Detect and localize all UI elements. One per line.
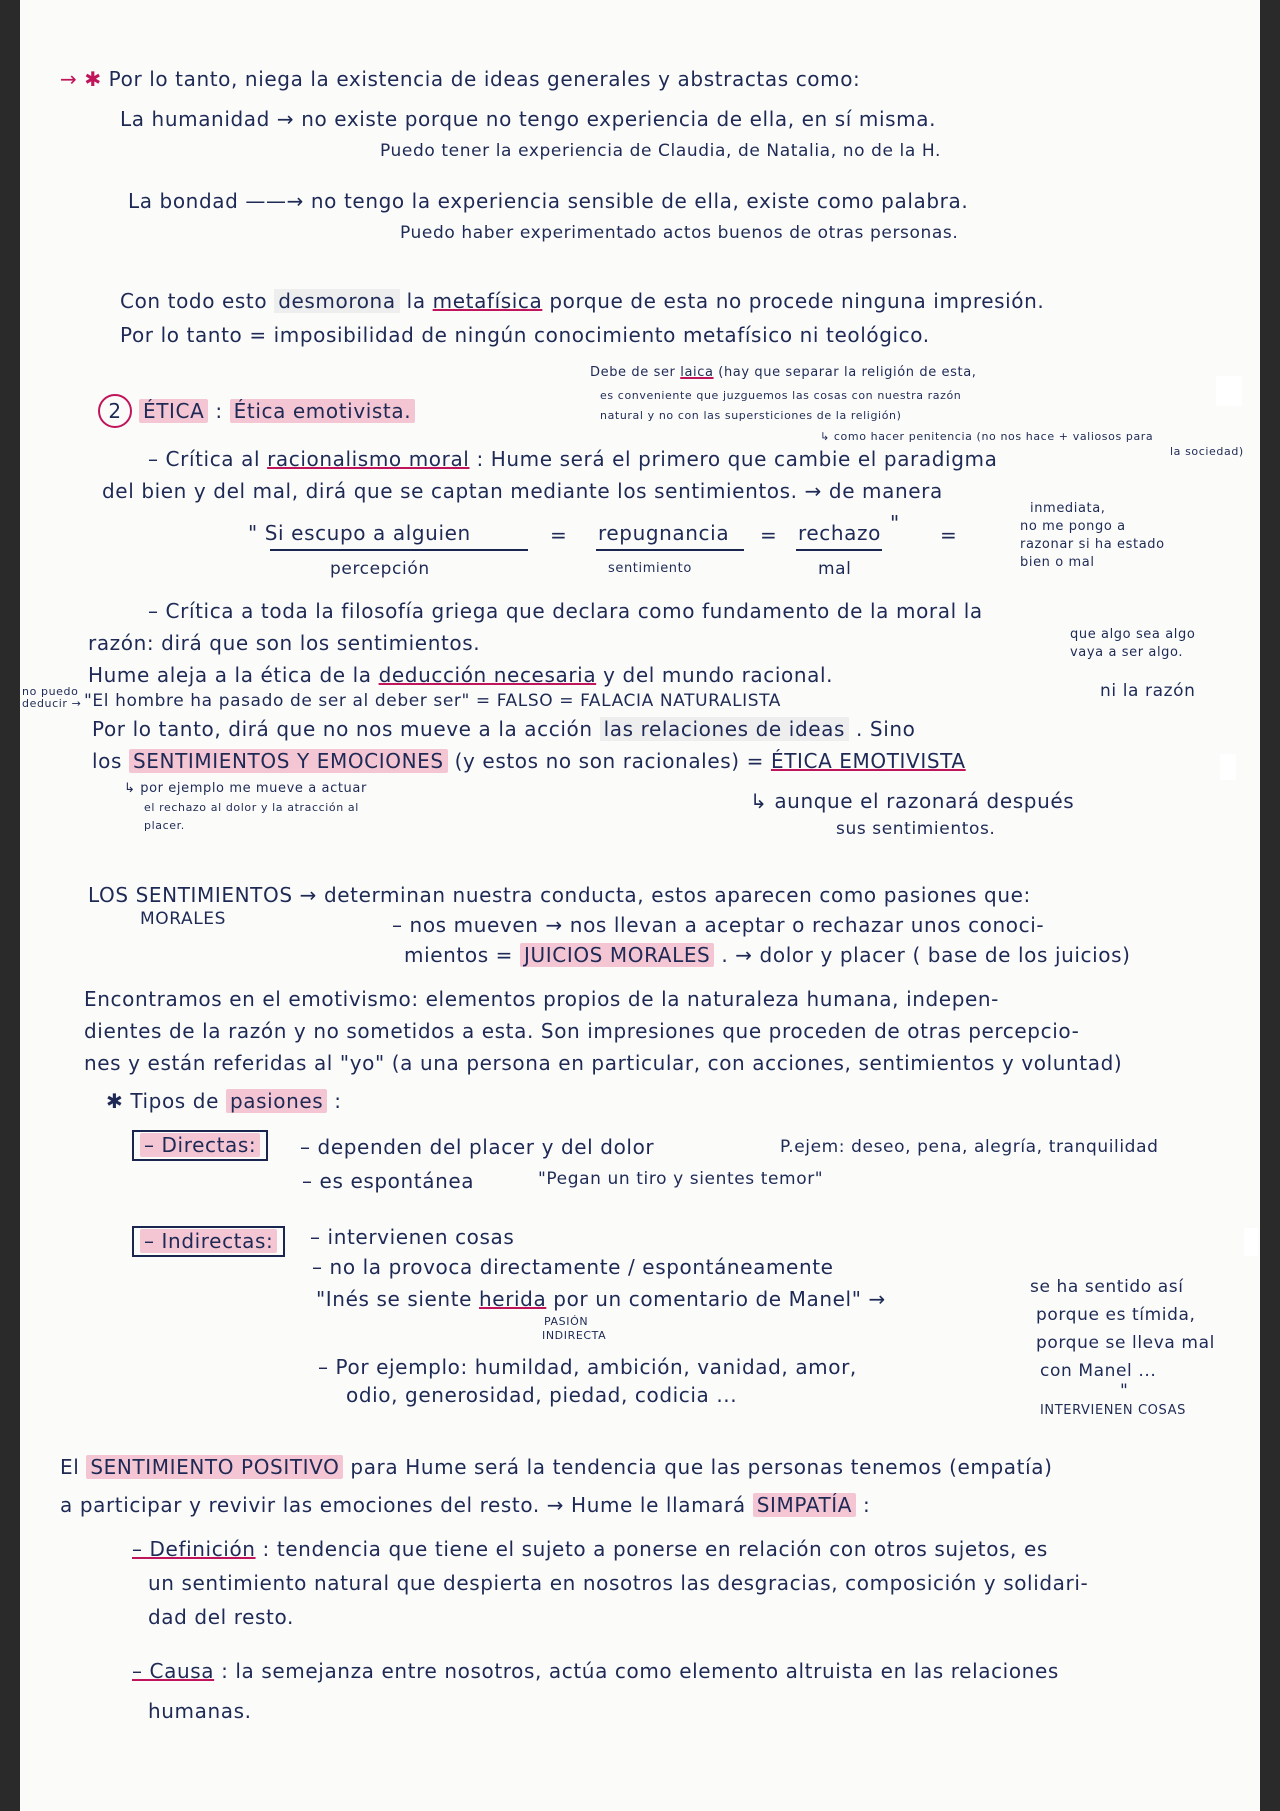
por-lo-tanto-a: Por lo tanto, dirá que no nos mueve a la acción (92, 717, 593, 741)
hume-aleja-line (88, 664, 833, 687)
causa-text: : la semejanza entre nosotros, actúa como elemento altruista en las relaciones (221, 1659, 1059, 1683)
comentario-text: por un comentario de Manel" → (553, 1287, 886, 1311)
etica-emotivista-term: ÉTICA EMOTIVISTA (770, 749, 966, 773)
laica-term: laica (680, 365, 714, 380)
tendencia-text: para Hume será la tendencia que las personas tenemos (empatía) (350, 1455, 1053, 1479)
deduccion-term: deducción necesaria (378, 663, 597, 687)
critica-c: : Hume será el primero que cambie el paradigma (476, 447, 998, 471)
humanidad-example: Puedo tener la experiencia de Claudia, de Natalia, no de la H. (380, 141, 941, 161)
sentimiento-positivo: SENTIMIENTO POSITIVO (86, 1455, 343, 1479)
indirecta-label: INDIRECTA (542, 1329, 607, 1342)
laica-note-4: ↳ como hacer penitencia (no nos hace + valiosos para (820, 430, 1154, 443)
side-inmediata: inmediata, (1030, 501, 1106, 516)
side-con-manel: con Manel ... (1040, 1361, 1157, 1381)
el-word: El (60, 1455, 80, 1479)
definicion-line-2: un sentimiento natural que despierta en nosotros las desgracias, composición y solidari- (148, 1571, 1089, 1595)
nos-mueven-line: – nos mueven → nos llevan a aceptar o rechazar unos conoci- (392, 913, 1045, 937)
side-se-lleva-mal: porque se lleva mal (1036, 1333, 1215, 1353)
ejemplo-mueve: ↳ por ejemplo me mueve a actuar (124, 781, 367, 796)
bien-mal-line: del bien y del mal, dirá que se captan mediante los sentimientos. → de manera (102, 479, 943, 503)
section-2-heading (98, 394, 415, 428)
por-lo-tanto-c: . Sino (856, 717, 916, 741)
paper-mark-2 (1220, 754, 1236, 780)
critica-a: – Crítica al (148, 447, 261, 471)
critica-griega-line: – Crítica a toda la filosofía griega que declara como fundamento de la moral la (148, 599, 983, 623)
ines-text: "Inés se siente (316, 1287, 473, 1311)
bondad-term: La bondad ——→ (128, 189, 304, 213)
falacia-line (84, 692, 781, 712)
indirectas-label: – Indirectas: (140, 1229, 277, 1253)
desmorona-highlight: desmorona (274, 289, 400, 313)
bullet-arrow: → ✱ (60, 67, 102, 91)
etica-emotivista-label: Ética emotivista. (230, 399, 416, 423)
laica-note-5: la sociedad) (1170, 445, 1244, 458)
razonara-despues: ↳ aunque el razonará después (750, 789, 1075, 813)
directas-box (132, 1130, 268, 1161)
sentimientos-morales-label: LOS SENTIMIENTOS → (88, 883, 317, 907)
bondad-line (128, 190, 968, 213)
indirectas-ejemplo-2: odio, generosidad, piedad, codicia ... (346, 1383, 738, 1407)
fraction-bar-3 (796, 549, 882, 551)
razon-line: razón: dirá que son los sentimientos. (88, 631, 481, 655)
laica-note-3: natural y no con las supersticiones de la religión) (600, 409, 902, 422)
sus-sentimientos: sus sentimientos. (836, 819, 996, 839)
quote-eq-1: = (550, 523, 568, 547)
section-number: 2 (98, 394, 132, 428)
label-sentimiento: sentimiento (608, 561, 692, 576)
metafisica-text-c: la (406, 289, 426, 313)
hume-aleja-c: y del mundo racional. (603, 663, 834, 687)
quote-eq-3: = (940, 523, 958, 547)
falacia-naturalista: FALACIA NATURALISTA (580, 691, 782, 711)
relaciones-ideas: las relaciones de ideas (600, 717, 849, 741)
paper-mark-1 (1216, 376, 1242, 406)
directas-2: – es espontánea (302, 1169, 475, 1193)
metafisica-text-a: Con todo esto (120, 289, 268, 313)
pasion-label: PASIÓN (544, 1315, 589, 1328)
opening-text: Por lo tanto, niega la existencia de ideas generales y abstractas como: (108, 67, 861, 91)
falacia-a: "El hombre ha pasado de ser al deber ser" = FALSO = (84, 691, 575, 711)
notebook-page (20, 0, 1260, 1811)
simpatia-term: SIMPATÍA (753, 1493, 856, 1517)
simpatia-line (60, 1494, 870, 1517)
quote-eq-2: = (760, 523, 778, 547)
los-word: los (92, 749, 123, 773)
bondad-text: no tengo la experiencia sensible de ella, existe como palabra. (310, 189, 969, 213)
directas-1: – dependen del placer y del dolor (300, 1135, 655, 1159)
quote-close: " (890, 511, 900, 535)
side-que-algo: que algo sea algo (1070, 627, 1196, 642)
simpatia-colon: : (863, 1493, 871, 1517)
juicios-line (404, 944, 1131, 967)
side-ditto: " (1120, 1381, 1129, 1401)
definicion-line-3: dad del resto. (148, 1605, 294, 1629)
ejemplo-placer: placer. (144, 819, 185, 832)
side-no-puedo: no puedo (22, 685, 79, 698)
sentimiento-positivo-line (60, 1456, 1052, 1479)
directas-2-ejemplo: "Pegan un tiro y sientes temor" (538, 1169, 824, 1189)
indirectas-ejemplo-1: – Por ejemplo: humildad, ambición, vanidad, amor, (318, 1355, 857, 1379)
side-ni-la-razon: ni la razón (1100, 681, 1196, 701)
indirectas-3 (316, 1288, 886, 1311)
pasiones-term: pasiones (226, 1089, 327, 1113)
causa-line-2: humanas. (148, 1699, 252, 1723)
laica-text-c: (hay que separar la religión de esta, (718, 365, 977, 380)
opening-line (60, 68, 860, 91)
tipos-heading (106, 1090, 342, 1113)
por-lo-tanto-line (92, 718, 915, 741)
indirectas-1: – intervienen cosas (310, 1225, 515, 1249)
side-no-me-pongo: no me pongo a (1020, 519, 1126, 534)
directas-label: – Directas: (140, 1133, 260, 1157)
directas-ejemplo: P.ejem: deseo, pena, alegría, tranquilidad (780, 1137, 1159, 1157)
laica-text-a: Debe de ser (590, 365, 676, 380)
bondad-example: Puedo haber experimentado actos buenos de otras personas. (400, 223, 959, 243)
dolor-placer: . → dolor y placer ( base de los juicios) (721, 943, 1131, 967)
side-timida: porque es tímida, (1036, 1305, 1196, 1325)
side-vaya: vaya a ser algo. (1070, 645, 1184, 660)
emotivismo-line-3: nes y están referidas al "yo" (a una persona en particular, con acciones, sentimientos y voluntad) (84, 1051, 1123, 1075)
definicion-text: : tendencia que tiene el sujeto a ponerse en relación con otros sujetos, es (262, 1537, 1048, 1561)
laica-note-1 (590, 366, 977, 381)
definicion-label: – Definición (132, 1537, 256, 1561)
side-se-ha-sentido: se ha sentido así (1030, 1277, 1184, 1297)
quote-repugnancia: repugnancia (598, 521, 730, 545)
laica-note-2: es conveniente que juzguemos las cosas con nuestra razón (600, 389, 962, 402)
causa-label: – Causa (132, 1659, 215, 1683)
side-intervienen-cosas: INTERVIENEN COSAS (1040, 1403, 1186, 1418)
tipos-colon: : (334, 1089, 342, 1113)
mientos-text: mientos = (404, 943, 514, 967)
juicios-morales: JUICIOS MORALES (520, 943, 714, 967)
side-bien-mal: bien o mal (1020, 555, 1095, 570)
quote-escupo: " Si escupo a alguien (248, 521, 471, 545)
emotivismo-line-1: Encontramos en el emotivismo: elementos propios de la naturaleza humana, indepen- (84, 987, 999, 1011)
morales-label: MORALES (140, 909, 227, 929)
indirectas-2: – no la provoca directamente / espontáneamente (312, 1255, 834, 1279)
sentimientos-morales-line (88, 884, 1031, 907)
definicion-line (132, 1538, 1048, 1561)
determinan-text: determinan nuestra conducta, estos aparecen como pasiones que: (323, 883, 1031, 907)
label-mal: mal (818, 559, 852, 579)
paper-mark-3 (1244, 1228, 1258, 1256)
fraction-bar-1 (270, 549, 528, 551)
heading-colon: : (215, 399, 223, 423)
causa-line (132, 1660, 1059, 1683)
metafisica-term: metafísica (432, 289, 543, 313)
side-razonar: razonar si ha estado (1020, 537, 1165, 552)
sentimientos-line (92, 750, 966, 773)
tipos-de: ✱ Tipos de (106, 1089, 219, 1113)
fraction-bar-2 (596, 549, 744, 551)
metafisica-text-e: porque de esta no procede ninguna impresión. (549, 289, 1045, 313)
label-percepcion: percepción (330, 559, 430, 579)
humanidad-text: no existe porque no tengo experiencia de ella, en sí misma. (301, 107, 937, 131)
quote-rechazo: rechazo (798, 521, 881, 545)
ejemplo-rechazo: el rechazo al dolor y la atracción al (144, 801, 359, 814)
side-deducir: deducir → (22, 697, 82, 710)
emotivismo-line-2: dientes de la razón y no sometidos a esta. Son impresiones que proceden de otras percepcio- (84, 1019, 1080, 1043)
indirectas-box (132, 1226, 285, 1257)
metafisica-line (120, 290, 1044, 313)
imposibilidad-line: Por lo tanto = imposibilidad de ningún conocimiento metafísico ni teológico. (120, 323, 930, 347)
no-racionales: (y estos no son racionales) = (454, 749, 764, 773)
humanidad-line (120, 108, 936, 131)
racionalismo-term: racionalismo moral (267, 447, 470, 471)
participar-text: a participar y revivir las emociones del resto. → Hume le llamará (60, 1493, 746, 1517)
humanidad-term: La humanidad → (120, 107, 295, 131)
hume-aleja-a: Hume aleja a la ética de la (88, 663, 372, 687)
herida-term: herida (479, 1287, 547, 1311)
etica-title: ÉTICA (139, 399, 208, 423)
sentimientos-emociones: SENTIMIENTOS Y EMOCIONES (129, 749, 448, 773)
critica-racionalismo-line (148, 448, 997, 471)
